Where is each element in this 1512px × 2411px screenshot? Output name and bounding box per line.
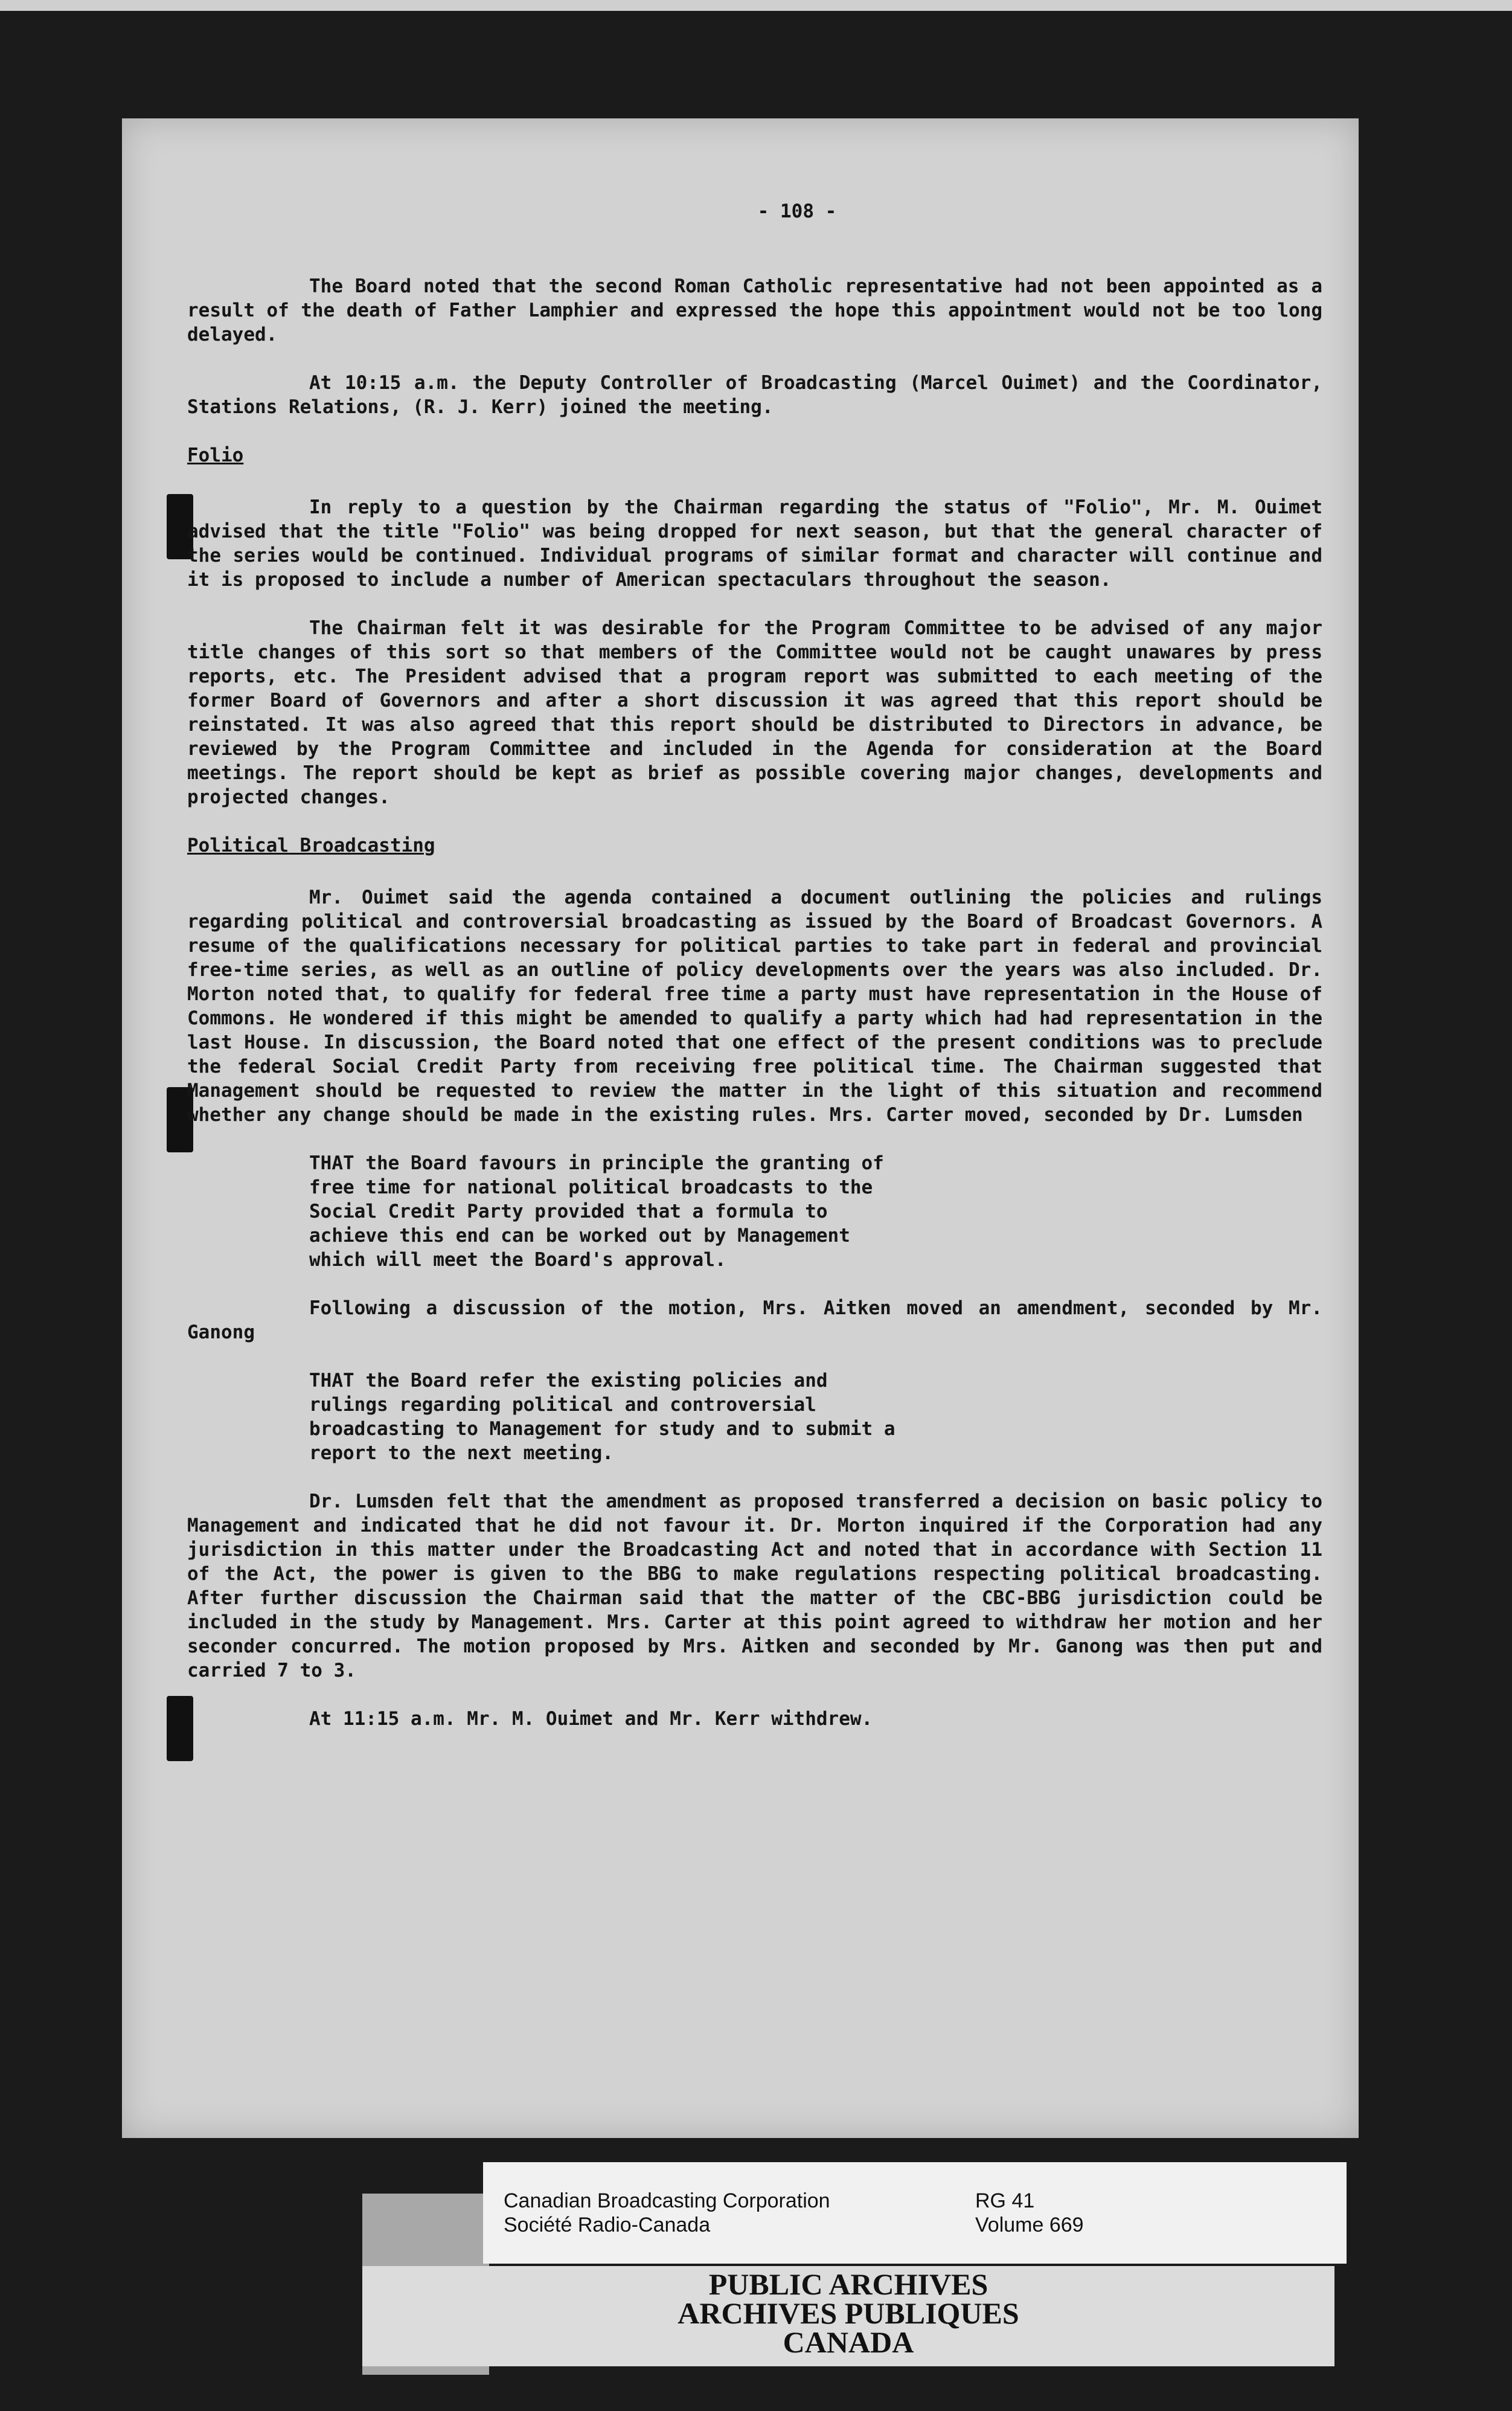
stamp-line-public-archives: PUBLIC ARCHIVES — [708, 2267, 988, 2301]
page-number: - 108 - — [757, 201, 837, 222]
paragraph-joined-meeting: At 10:15 a.m. the Deputy Controller of Broadcasting (Marcel Ouimet) and the Coordinator, Stations Relations, (R. J. Kerr) joined the meeting. — [187, 372, 1322, 418]
motion-social-credit: THAT the Board favours in principle the granting of free time for national political broadcasts to the Social Credit Party provided that a formula to achieve this end can be worked out by Management which will meet the Board's approval. — [309, 1152, 884, 1271]
label-org-french: Société Radio-Canada — [504, 2214, 711, 2236]
paragraph-withdrew: At 11:15 a.m. Mr. M. Ouimet and Mr. Kerr withdrew. — [309, 1708, 873, 1730]
label-org-english: Canadian Broadcasting Corporation — [504, 2189, 830, 2212]
stamp-line-canada: CANADA — [783, 2325, 914, 2359]
public-archives-stamp — [362, 2266, 1334, 2366]
paragraph-folio-status: In reply to a question by the Chairman regarding the status of "Folio", Mr. M. Ouimet advised that the title "Folio" was being dropped for next season, but that the general character of the series would be continued. Individual programs of similar format and character will continue and it is proposed to include a number of American spectaculars throughout the season. — [187, 496, 1322, 591]
scan-top-edge — [0, 0, 1512, 11]
heading-folio: Folio — [187, 445, 244, 466]
heading-political-broadcasting: Political Broadcasting — [187, 835, 435, 856]
archive-reference-label — [483, 2162, 1347, 2264]
stamp-line-archives-publiques: ARCHIVES PUBLIQUES — [678, 2296, 1019, 2330]
paragraph-amendment: Following a discussion of the motion, Mrs. Aitken moved an amendment, seconded by Mr. Ganong — [187, 1297, 1322, 1343]
paragraph-catholic-representative: The Board noted that the second Roman Catholic representative had not been appointed as a result of the death of Father Lamphier and expressed the hope this appointment would not be too long delayed. — [187, 275, 1322, 345]
paragraph-political-policies: Mr. Ouimet said the agenda contained a document outlining the policies and rulings regarding political and controversial broadcasting as issued by the Board of Broadcast Governors. A resume of the qualifications necessary for political parties to take part in federal and provincial free-time series, as well as an outline of policy developments over the years was also included. Dr. Morton noted that, to qualify for federal free time a party must have representation in the House of Commons. He wondered if this might be amended to qualify a party which had had representation in the last House. In discussion, the Board noted that one effect of the present conditions was to preclude the federal Social Credit Party from receiving free political time. The Chairman suggested that Management should be requested to review the matter in the light of this situation and recommend whether any change should be made in the existing rules. Mrs. Carter moved, seconded by Dr. Lumsden — [187, 887, 1322, 1126]
paragraph-jurisdiction-discussion: Dr. Lumsden felt that the amendment as proposed transferred a decision on basic policy to Management and indicated that he did not favour it. Dr. Morton inquired if the Corporation had any jurisdiction in this matter under the Broadcasting Act and noted that in accordance with Section 11 of the Act, the power is given to the BBG to make regulations respecting political broadcasting. After further discussion the Chairman said that the matter of the CBC-BBG jurisdiction could be included in the study by Management. Mrs. Carter at this point agreed to withdraw her motion and her seconder concurred. The motion proposed by Mrs. Aitken and seconded by Mr. Ganong was then put and carried 7 to 3. — [187, 1491, 1322, 1681]
label-record-group: RG 41 — [975, 2189, 1035, 2212]
document-body — [187, 199, 1322, 1755]
paragraph-program-report: The Chairman felt it was desirable for the Program Committee to be advised of any major title changes of this sort so that members of the Committee would not be caught unawares by press reports, etc. The President advised that a program report was submitted to each meeting of the former Board of Governors and after a short discussion it was agreed that this report should be reinstated. It was also agreed that this report should be distributed to Directors in advance, be reviewed by the Program Committee and included in the Agenda for consideration at the Board meetings. The report should be kept as brief as possible covering major changes, developments and projected changes. — [187, 617, 1322, 808]
label-volume: Volume 669 — [975, 2214, 1084, 2236]
motion-amendment: THAT the Board refer the existing policies and rulings regarding political and controversial broadcasting to Management for study and to submit a report to the next meeting. — [309, 1370, 895, 1464]
